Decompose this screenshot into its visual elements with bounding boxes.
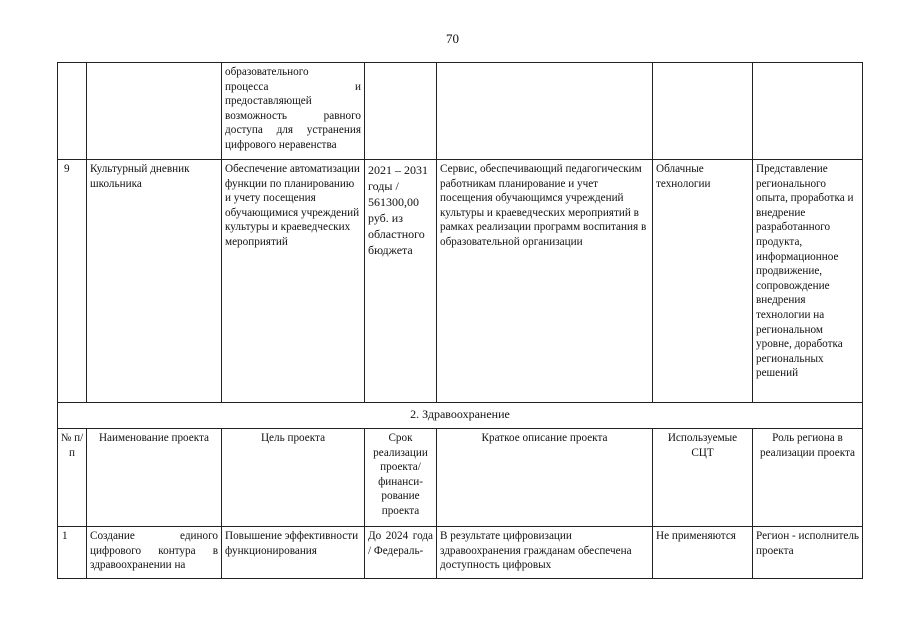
project-name: Культурный дневник школьника	[87, 160, 222, 403]
project-goal: Повышение эффективности функционирования	[222, 527, 365, 579]
header-term: Срок реализации проекта/ финанси-рование проекта	[365, 429, 437, 527]
goal-line: доступа для устранения	[225, 124, 361, 137]
cell-term	[365, 63, 437, 160]
project-term: До 2024 года / Федераль-	[365, 527, 437, 579]
project-role: Представление регионального опыта, проработка и внедрение разработанного продукта, информационное продвижение, сопровождение внедрения технологии на региональном уровне, доработка региональных решений	[753, 160, 863, 403]
header-role: Роль региона в реализации проекта	[753, 429, 863, 527]
project-description: Сервис, обеспечивающий педагогическим работникам планирование и учет посещения обучающимся учреждений культуры и краеведческих мероприятий в рамках реализации программ воспитания в образовательной организации	[437, 160, 653, 403]
goal-line: предоставляющей	[225, 95, 312, 108]
project-tech: Облачные технологии	[653, 160, 753, 403]
header-description: Краткое описание проекта	[437, 429, 653, 527]
continuation-row	[58, 63, 863, 160]
header-tech: Используемые СЦТ	[653, 429, 753, 527]
row-number: 9	[58, 160, 87, 403]
cell-role	[753, 63, 863, 160]
header-goal: Цель проекта	[222, 429, 365, 527]
cell-num	[58, 63, 87, 160]
goal-line: возможность равного	[225, 109, 361, 122]
project-term: 2021 – 2031 годы / 561300,00 руб. из областного бюджета	[365, 160, 437, 403]
goal-line: образовательного	[225, 66, 309, 78]
projects-table	[57, 62, 863, 579]
page-number: 70	[446, 31, 459, 46]
column-header-row	[58, 429, 863, 527]
section-header-row	[58, 403, 863, 429]
project-role: Регион - исполнитель проекта	[753, 527, 863, 579]
table-row	[58, 160, 863, 403]
goal-line: процесса и	[225, 80, 361, 93]
project-description: В результате цифровизации здравоохранения гражданам обеспечена доступность цифровых	[437, 527, 653, 579]
project-name: Создание единого цифрового контура в здравоохранении на	[87, 527, 222, 579]
goal-line: цифрового неравенства	[225, 138, 337, 151]
project-goal: Обеспечение автоматизации функции по планированию и учету посещения обучающимися учреждений культуры и краеведческих мероприятий	[222, 160, 365, 403]
header-num: № п/п	[58, 429, 87, 527]
cell-description	[437, 63, 653, 160]
row-number: 1	[58, 527, 87, 579]
cell-name	[87, 63, 222, 160]
cell-tech	[653, 63, 753, 160]
section-title: 2. Здравоохранение	[58, 403, 863, 429]
table-row	[58, 527, 863, 579]
header-name: Наименование проекта	[87, 429, 222, 527]
cell-goal	[222, 63, 365, 160]
project-tech: Не применяются	[653, 527, 753, 579]
